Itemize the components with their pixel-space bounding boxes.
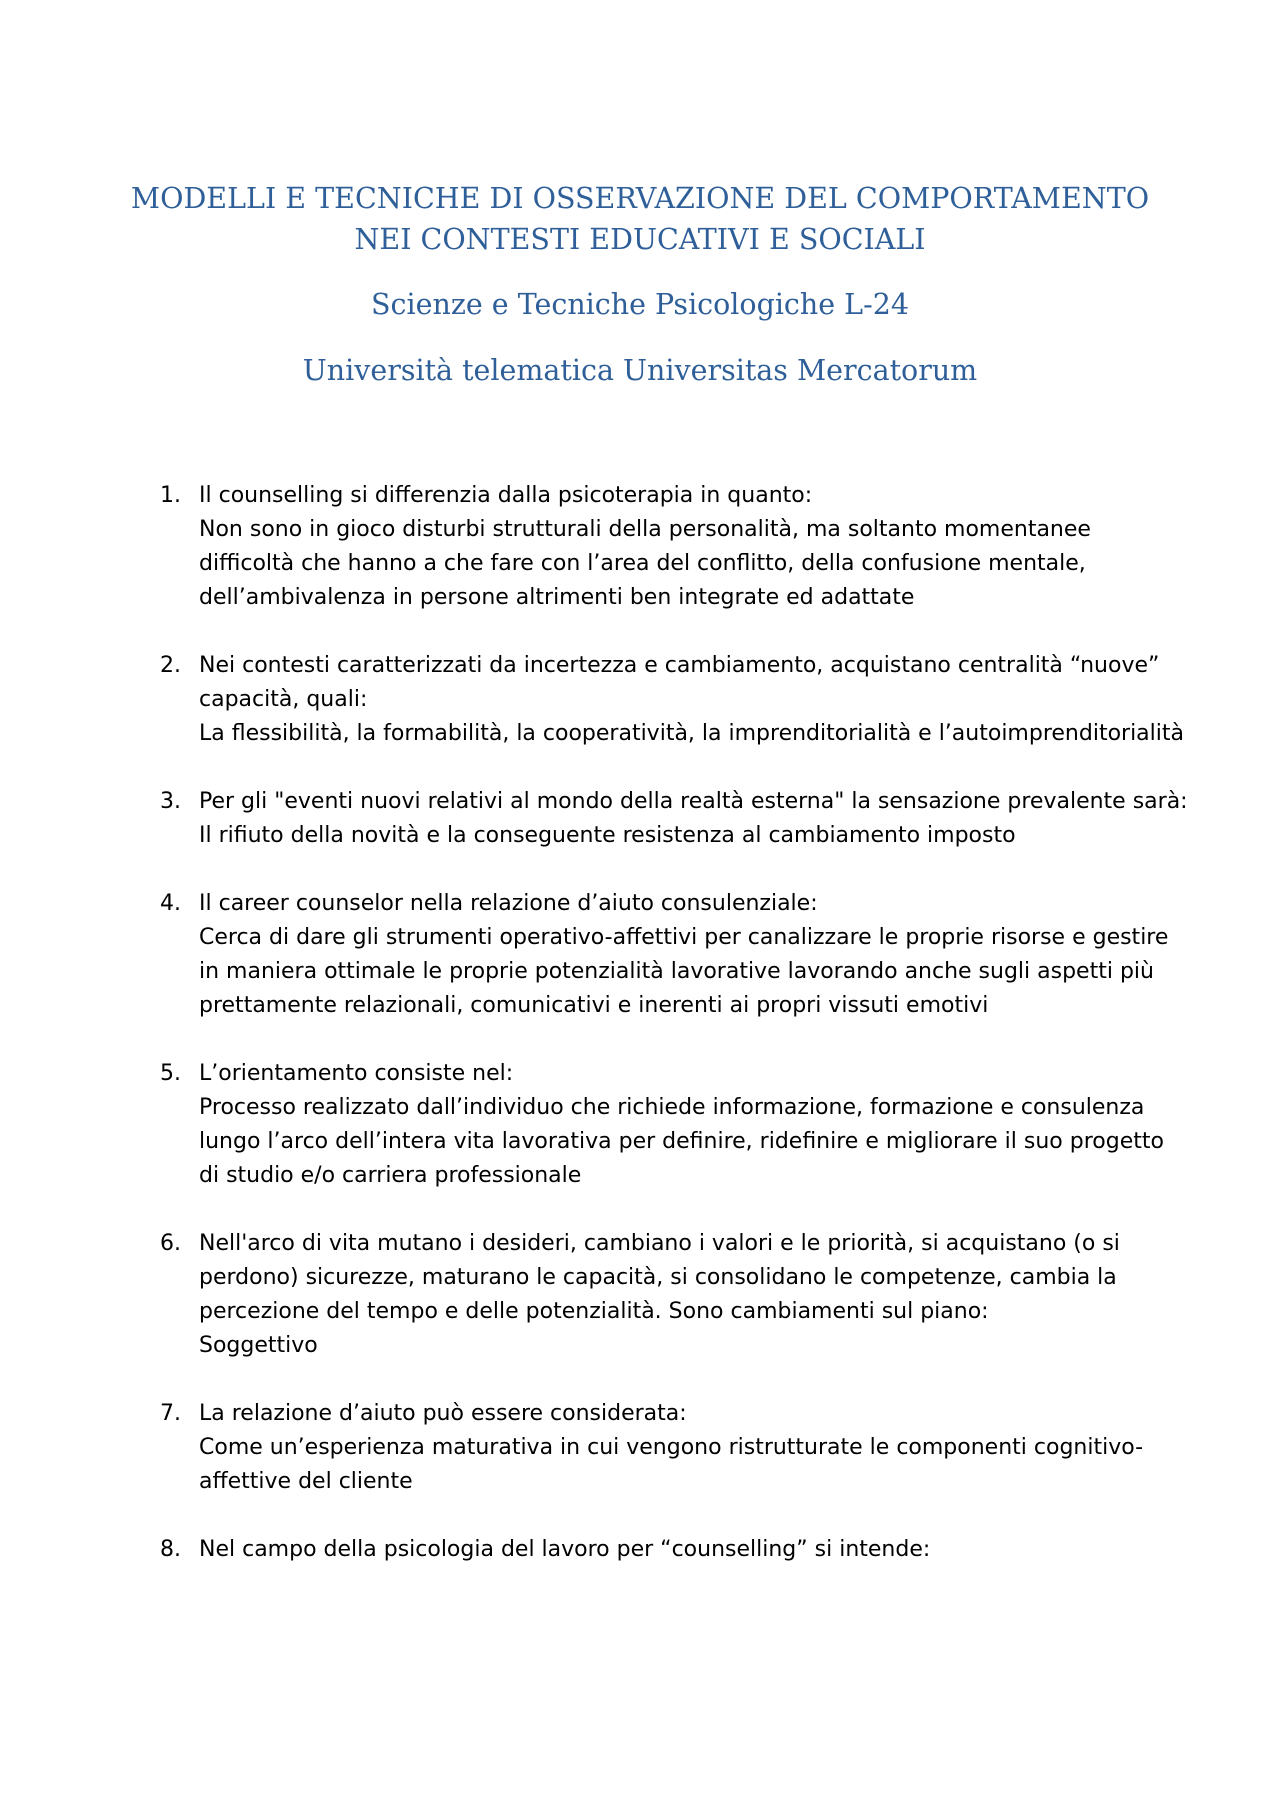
question-text: Nell'arco di vita mutano i desideri, cambiano i valori e le priorità, si acquistano (o si perdono) sicurezze, maturano le capacità, si consolidano le competenze, cambia la percezione del tempo e delle potenzialità. Sono cambiamenti sul piano: [199, 1231, 1120, 1324]
question-number: 2. [160, 653, 181, 678]
course-name: Scienze e Tecniche Psicologiche L-24 [371, 288, 909, 321]
question-item [0, 1397, 1280, 1499]
question-text: Il career counselor nella relazione d’aiuto consulenziale: [199, 891, 818, 916]
title-line-2: NEI CONTESTI EDUCATIVI E SOCIALI [354, 223, 926, 256]
question-number: 4. [160, 891, 181, 916]
question-number: 5. [160, 1061, 181, 1086]
answer-text: Non sono in gioco disturbi strutturali della personalità, ma soltanto momentanee difficoltà che hanno a che fare con l’area del conflitto, della confusione mentale, dell’ambivalenza in persone altrimenti ben integrate ed adattate [199, 517, 1091, 610]
question-number: 1. [160, 483, 181, 508]
answer-text: Il rifiuto della novità e la conseguente resistenza al cambiamento imposto [199, 823, 1016, 848]
answer-text: La flessibilità, la formabilità, la cooperatività, la imprenditorialità e l’autoimprenditorialità [199, 721, 1184, 746]
question-text: Nei contesti caratterizzati da incertezza e cambiamento, acquistano centralità “nuove” capacità, quali: [199, 653, 1160, 712]
question-number: 6. [160, 1231, 181, 1256]
answer-text: Soggettivo [199, 1333, 318, 1358]
question-item [0, 1533, 1280, 1567]
question-item [0, 1227, 1280, 1363]
question-number: 3. [160, 789, 181, 814]
question-list [0, 479, 1280, 1601]
question-item [0, 479, 1280, 615]
question-item [0, 1057, 1280, 1193]
question-number: 8. [160, 1537, 181, 1562]
document-title [0, 178, 1280, 260]
title-line-1: MODELLI E TECNICHE DI OSSERVAZIONE DEL COMPORTAMENTO [130, 182, 1150, 215]
question-text: L’orientamento consiste nel: [199, 1061, 514, 1086]
answer-text: Cerca di dare gli strumenti operativo-affettivi per canalizzare le proprie risorse e gestire in maniera ottimale le proprie potenzialità lavorative lavorando anche sugli aspetti più prettamente relazionali, comunicativi e inerenti ai propri vissuti emotivi [199, 925, 1169, 1018]
answer-text: Come un’esperienza maturativa in cui vengono ristrutturate le componenti cognitivo-affettive del cliente [199, 1435, 1144, 1494]
question-text: Nel campo della psicologia del lavoro per “counselling” si intende: [199, 1537, 931, 1562]
question-item [0, 785, 1280, 853]
question-text: Per gli "eventi nuovi relativi al mondo della realtà esterna" la sensazione prevalente sarà: [199, 789, 1188, 814]
answer-text: Processo realizzato dall’individuo che richiede informazione, formazione e consulenza lungo l’arco dell’intera vita lavorativa per definire, ridefinire e migliorare il suo progetto di studio e/o carriera professionale [199, 1095, 1164, 1188]
question-text: La relazione d’aiuto può essere considerata: [199, 1401, 687, 1426]
question-number: 7. [160, 1401, 181, 1426]
question-item [0, 649, 1280, 751]
question-item [0, 887, 1280, 1023]
document-header [0, 178, 1280, 391]
university-name: Università telematica Universitas Mercatorum [302, 354, 978, 387]
question-text: Il counselling si differenzia dalla psicoterapia in quanto: [199, 483, 813, 508]
